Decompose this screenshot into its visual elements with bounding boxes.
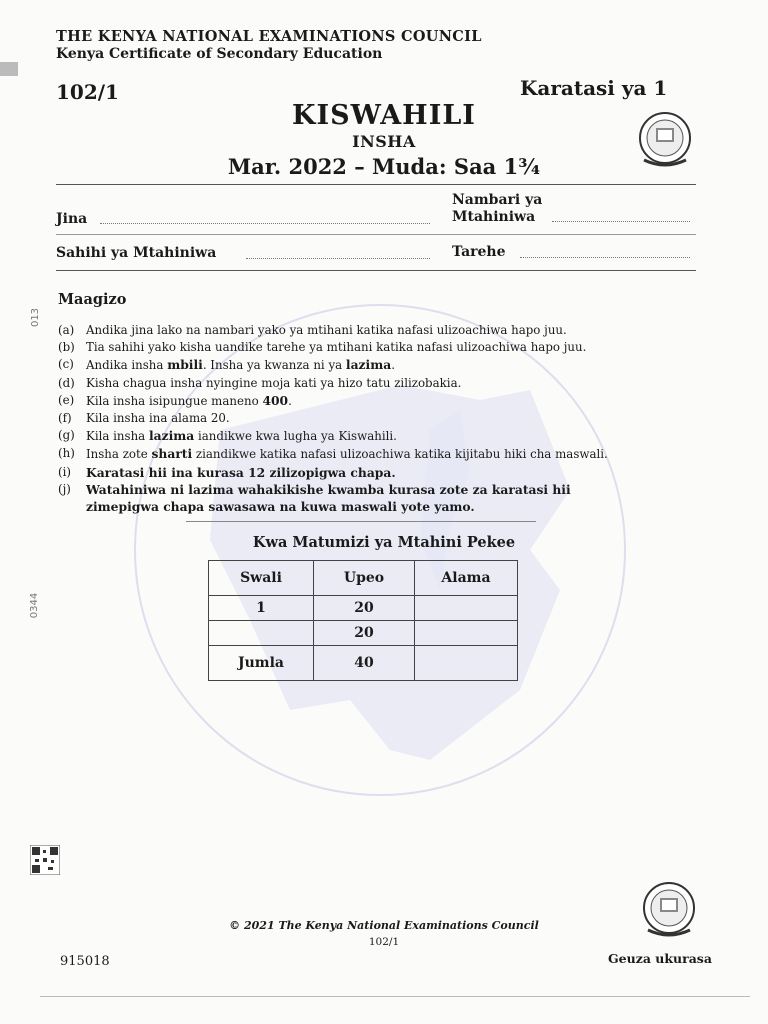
footer-copyright: © 2021 The Kenya National Examinations Council	[229, 919, 539, 932]
certificate-name: Kenya Certificate of Secondary Education	[56, 46, 383, 62]
score-table	[208, 560, 518, 681]
knec-crest-icon	[640, 880, 698, 942]
instruction-d: (d) Kisha chagua insha nyingine moja kati ya hizo tatu zilizobakia.	[58, 375, 462, 390]
instruction-h: (h) Insha zote sharti ziandikwe katika nafasi ulizoachiwa katika kijitabu hiki cha maswali.	[58, 446, 608, 462]
subject-title: KISWAHILI	[292, 100, 476, 131]
paper-code: 102/1	[56, 80, 119, 104]
instruction-e: (e) Kila insha isipungue maneno 400.	[58, 392, 292, 408]
row1-alama[interactable]	[415, 596, 518, 621]
candidate-number-label-2: Mtahiniwa	[452, 209, 536, 225]
instruction-g: (g) Kila insha lazima iandikwe kwa lugha ya Kiswahili.	[58, 428, 397, 444]
instruction-b: (b) Tia sahihi yako kisha uandike tarehe ya mtihani katika nafasi ulizoachiwa hapo juu.	[58, 340, 587, 355]
instruction-i: (i) Karatasi hii ina kurasa 12 zilizopigwa chapa.	[58, 464, 396, 480]
header-alama: Alama	[415, 561, 518, 596]
paper-name: INSHA	[352, 132, 416, 151]
row2-alama[interactable]	[415, 621, 518, 646]
serial-number: 915018	[60, 954, 110, 969]
scan-mark	[0, 62, 18, 76]
table-row	[209, 596, 518, 621]
name-line[interactable]	[100, 222, 430, 224]
side-mark-middle: 0344	[29, 592, 41, 619]
table-header-row	[209, 561, 518, 596]
signature-label: Sahihi ya Mtahiniwa	[56, 245, 217, 261]
knec-crest-icon	[636, 110, 694, 172]
row1-swali: 1	[209, 596, 314, 621]
signature-line[interactable]	[246, 257, 430, 259]
council-name: THE KENYA NATIONAL EXAMINATIONS COUNCIL	[56, 28, 482, 45]
total-alama[interactable]	[415, 646, 518, 681]
total-value: 40	[314, 646, 415, 681]
date-label: Tarehe	[452, 244, 506, 260]
header-swali: Swali	[209, 561, 314, 596]
total-label: Jumla	[209, 646, 314, 681]
instruction-c: (c) Andika insha mbili. Insha ya kwanza ni ya lazima.	[58, 357, 395, 373]
table-row	[209, 621, 518, 646]
instructions-list	[58, 322, 618, 515]
instruction-a: (a) Andika jina lako na nambari yako ya mtihani katika nafasi ulizoachiwa hapo juu.	[58, 323, 567, 337]
exam-date-time: Mar. 2022 – Muda: Saa 1¾	[227, 154, 541, 179]
footer-paper-code: 102/1	[368, 936, 400, 948]
name-label: Jina	[56, 211, 88, 227]
candidate-number-label-1: Nambari ya	[452, 192, 543, 208]
candidate-number-line[interactable]	[552, 220, 690, 222]
side-mark-top: 013	[30, 307, 42, 328]
date-line[interactable]	[520, 256, 690, 258]
instruction-j: (j) Watahiniwa ni lazima wahakikishe kwamba kurasa zote za karatasi hii zimepigwa chapa sawasawa na kuwa maswali yote yamo.	[58, 481, 571, 515]
qr-code-icon	[30, 845, 60, 875]
row2-upeo: 20	[314, 621, 415, 646]
row1-upeo: 20	[314, 596, 415, 621]
paper-number: Karatasi ya 1	[520, 76, 668, 100]
instructions-title: Maagizo	[58, 291, 127, 308]
header-upeo: Upeo	[314, 561, 415, 596]
row2-swali	[209, 621, 314, 646]
turn-over-label: Geuza ukurasa	[608, 951, 712, 966]
instruction-f: (f) Kila insha ina alama 20.	[58, 411, 230, 426]
score-table-title: Kwa Matumizi ya Mtahini Pekee	[252, 534, 516, 551]
table-total-row	[209, 646, 518, 681]
